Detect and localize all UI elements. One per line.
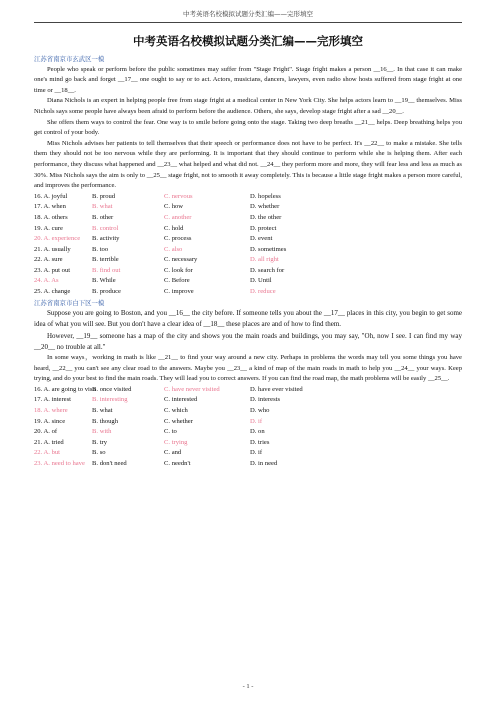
option-row: 24. A. As B. While C. Before D. Until	[34, 277, 272, 285]
section-source: 江苏省南京市玄武区一模	[34, 55, 105, 63]
option-row: 19. A. since B. though C. whether D. if	[34, 417, 263, 425]
option-row: 20. A. experience B. activity C. process D. event	[34, 235, 273, 243]
option-row: 21. A. tried B. try C. trying D. tries	[34, 438, 270, 446]
option-row: 18. A. where B. what C. which D. who	[34, 407, 270, 415]
passage-paragraph: People who speak or perform before the public sometimes may suffer from "Stage Fright". Stage fright makes a person __16__. In that case it can make one's mind go back and forget __17__ one ought to say or to act. Actors, musicians, dancers, lawyers, even radio show hosts suffered from stage fright at one time or __18__.	[34, 65, 462, 94]
passage-paragraph: She offers them ways to control the fear. One way is to smile before going onto the stage. Taking two deep breaths __21__ helps. Deep breathing helps you get control of your body.	[34, 118, 462, 137]
option-row: 17. A. interest B. interesting C. interested D. interests	[34, 396, 281, 404]
passage-paragraph: In some ways，working in math is like __21__ to find your way around a new city. Perhaps in problems the words may tell you some things you have heard, __22__ you can't see any clear road to the answers. Maybe you __23__ a kind of map of the main roads in math to help you __24__ your ways. Keep trying, and do your best to find the main roads. They will lead you to correct answers. If you can find the road map, the math problems will be easily __25__.	[34, 354, 462, 383]
option-row: 19. A. cure B. control C. hold D. protect	[34, 224, 277, 232]
page-number: - 1 -	[242, 683, 254, 690]
document-body	[34, 54, 462, 470]
options-list	[34, 385, 462, 470]
passage-paragraph: Diana Nichols is an expert in helping people free from stage fright at a medical center in New York City. She helps actors learn to __19__ themselves. Miss Nichols says some people have always been afraid to perform before the audience. Others, she says, develop stage fright after a sad __20__.	[34, 97, 462, 115]
option-row: 18. A. others B. other C. another D. the other	[34, 213, 282, 221]
option-row: 23. A. need to have B. don't need C. needn't D. in need	[34, 460, 278, 467]
option-row: 23. A. put out B. find out C. look for D. search for	[34, 266, 285, 274]
options-list	[34, 192, 462, 298]
passage-paragraph: However, __19__ someone has a map of the city and shows you the main roads and buildings, you may say, "Oh, now I see. I can find my way __20__ no trouble at all."	[34, 331, 462, 351]
option-row: 17. A. when B. what C. how D. whether	[34, 203, 280, 211]
option-row: 21. A. usually B. too C. also D. sometimes	[34, 245, 287, 253]
page-title: 中考英语名校模拟试题分类汇编——完形填空	[133, 34, 363, 48]
page-header: 中考英语名校模拟试题分类汇编——完形填空	[34, 8, 462, 23]
option-row: 16. A. joyful B. proud C. nervous D. hopeless	[34, 192, 281, 200]
option-row: 16. A. are going to visit B. once visited C. have never visited D. have ever visited	[34, 385, 303, 393]
passage-paragraph: Miss Nichols advises her patients to tell themselves that their speech or performance does not have to be perfect. It's __22__ to make a mistake. She tells them they should not be too nervous while they are performing. It is important that they should continue to perform while she is helping them. After each performance, they discuss what happened and __23__ what helped and what did not. __24__ they perform more and more, they will fear less and less as much as 30%. Miss Nichols says the aim is only to __25__ stage fright, not to smooth it away completely. This is because a little stage fright makes a person more careful, and improves the performance.	[34, 139, 462, 190]
option-row: 20. A. of B. with C. to D. on	[34, 428, 265, 436]
option-row: 22. A. but B. so C. and D. if	[34, 449, 263, 457]
option-row: 25. A. change B. produce C. improve D. reduce	[34, 288, 276, 296]
option-row: 22. A. sure B. terrible C. necessary D. all right	[34, 256, 279, 264]
passage-paragraph: Suppose you are going to Boston, and you __16__ the city before. If someone tells you about the __17__ places in this city, you begin to get some idea of what you will see. But you don't have a clear idea of __18__ these places are and of how to find them.	[34, 309, 462, 329]
section-source: 江苏省南京市白下区一模	[34, 298, 105, 307]
